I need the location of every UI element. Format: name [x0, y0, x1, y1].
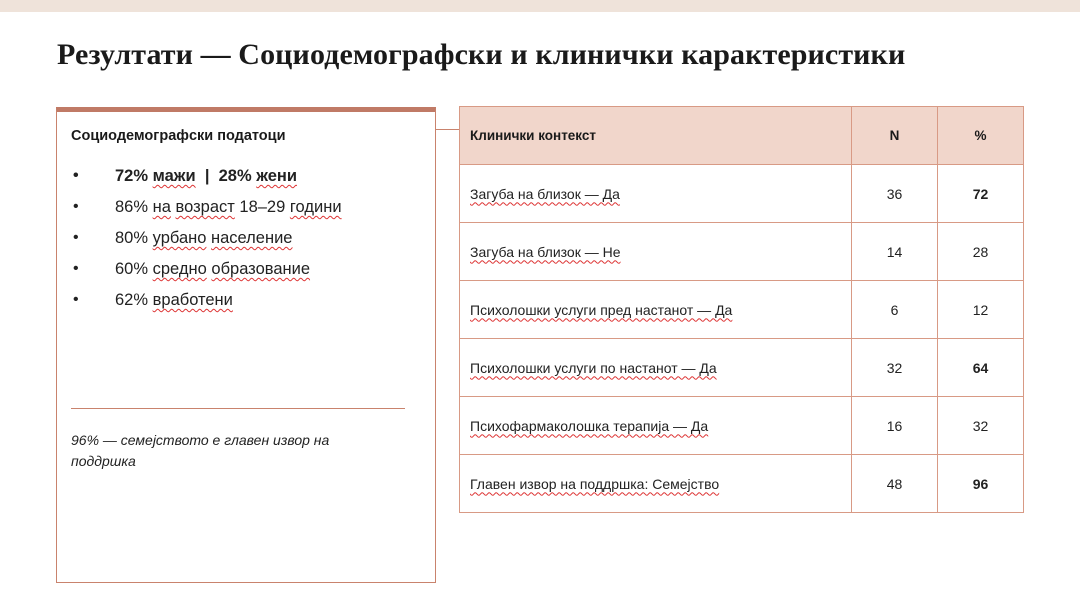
- bullet-education: • 60% средно образование: [71, 257, 342, 288]
- table-row: [460, 223, 1024, 281]
- row-pct: 96: [938, 455, 1024, 513]
- row-label: Психолошки услуги пред настанот — Да: [460, 281, 852, 339]
- panel-title: Социодемографски податоци: [71, 128, 286, 144]
- row-n: 14: [852, 223, 938, 281]
- bullet-employed: • 62% вработени: [71, 288, 342, 319]
- row-label: Загуба на близок — Не: [460, 223, 852, 281]
- header-context: Клинички контекст: [460, 107, 852, 165]
- row-n: 16: [852, 397, 938, 455]
- bullet-dot-icon: •: [73, 260, 79, 277]
- table-row: [460, 339, 1024, 397]
- slide-title: Резултати — Социодемографски и клинички карактеристики: [57, 38, 906, 71]
- bullet-list: [71, 164, 342, 319]
- sociodemographic-panel: [56, 107, 436, 583]
- table-header-row: [460, 107, 1024, 165]
- bullet-dot-icon: •: [73, 291, 79, 308]
- connector-line: [436, 129, 459, 130]
- row-pct: 12: [938, 281, 1024, 339]
- row-pct: 32: [938, 397, 1024, 455]
- clinical-table: [459, 106, 1024, 513]
- support-note: 96% — семејството е главен извор на поддршка: [71, 432, 330, 469]
- row-n: 36: [852, 165, 938, 223]
- row-n: 6: [852, 281, 938, 339]
- row-n: 32: [852, 339, 938, 397]
- bullet-gender: • 72% мажи | 28% жени: [71, 164, 342, 195]
- row-pct: 28: [938, 223, 1024, 281]
- row-label: Психофармаколошка терапија — Да: [460, 397, 852, 455]
- top-strip: [0, 0, 1080, 12]
- row-label: Загуба на близок — Да: [460, 165, 852, 223]
- bullet-age: • 86% на возраст 18–29 години: [71, 195, 342, 226]
- table-row: [460, 165, 1024, 223]
- row-label: Психолошки услуги по настанот — Да: [460, 339, 852, 397]
- row-pct: 64: [938, 339, 1024, 397]
- table-row: [460, 397, 1024, 455]
- bullet-dot-icon: •: [73, 229, 79, 246]
- row-label: Главен извор на поддршка: Семејство: [460, 455, 852, 513]
- bullet-urban: • 80% урбано население: [71, 226, 342, 257]
- bullet-dot-icon: •: [73, 167, 79, 184]
- row-pct: 72: [938, 165, 1024, 223]
- table-row: [460, 281, 1024, 339]
- panel-divider: [71, 408, 405, 409]
- header-n: N: [852, 107, 938, 165]
- table-row: [460, 455, 1024, 513]
- bullet-dot-icon: •: [73, 198, 79, 215]
- row-n: 48: [852, 455, 938, 513]
- header-pct: %: [938, 107, 1024, 165]
